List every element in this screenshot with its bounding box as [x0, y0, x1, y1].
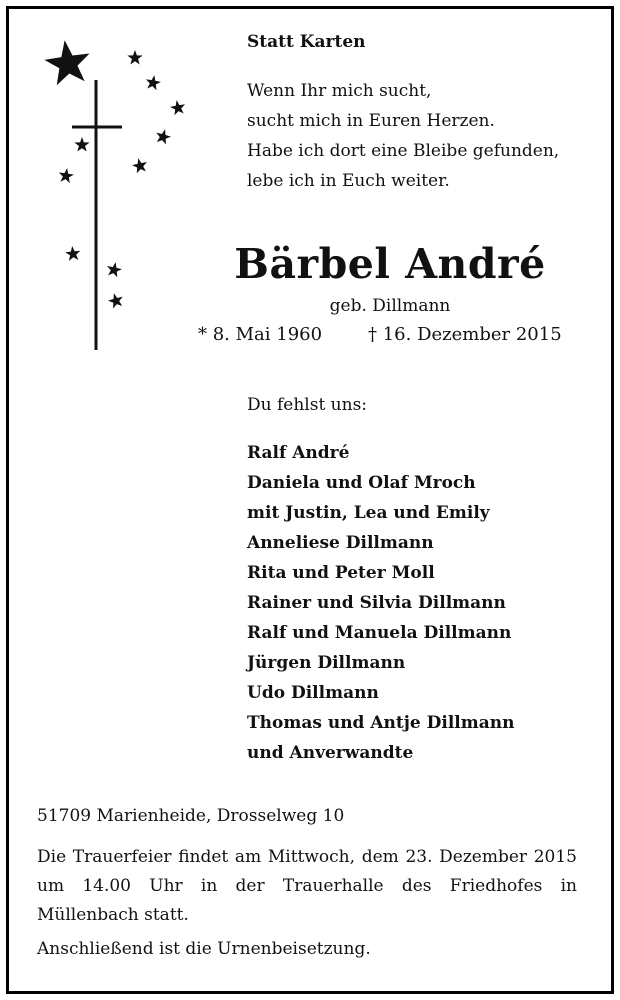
list-item: Ralf André: [247, 443, 350, 463]
list-item: und Anverwandte: [247, 743, 414, 763]
poem: [247, 76, 559, 196]
birth-date: * 8. Mai 1960: [198, 324, 323, 345]
death-date: † 16. Dezember 2015: [368, 324, 562, 345]
list-item: Rita und Peter Moll: [247, 563, 435, 583]
mourners-list: [247, 438, 515, 768]
ceremony-info: Die Trauerfeier findet am Mittwoch, dem 23. Dezember 2015 um 14.00 Uhr in der Trauerhalle des Friedhofes in Müllenbach statt.: [37, 847, 577, 925]
poem-line: lebe ich in Euch weiter.: [247, 171, 450, 191]
list-item: Jürgen Dillmann: [247, 653, 406, 673]
poem-line: sucht mich in Euren Herzen.: [247, 111, 495, 131]
poem-line: Wenn Ihr mich sucht,: [247, 81, 432, 101]
birth-name: geb. Dillmann: [329, 296, 451, 316]
deceased-name: Bärbel André: [234, 240, 546, 288]
poem-line: Habe ich dort eine Bleibe gefunden,: [247, 141, 560, 161]
list-item: mit Justin, Lea und Emily: [247, 503, 490, 523]
statt-karten-heading: Statt Karten: [247, 32, 366, 52]
mourners-intro: Du fehlst uns:: [247, 395, 368, 415]
list-item: Anneliese Dillmann: [247, 533, 434, 553]
address: 51709 Marienheide, Drosselweg 10: [37, 806, 345, 826]
urn-info: Anschließend ist die Urnenbeisetzung.: [37, 939, 371, 959]
list-item: Daniela und Olaf Mroch: [247, 473, 476, 493]
list-item: Udo Dillmann: [247, 683, 379, 703]
list-item: Rainer und Silvia Dillmann: [247, 593, 506, 613]
list-item: Thomas und Antje Dillmann: [247, 713, 515, 733]
list-item: Ralf und Manuela Dillmann: [247, 623, 512, 643]
